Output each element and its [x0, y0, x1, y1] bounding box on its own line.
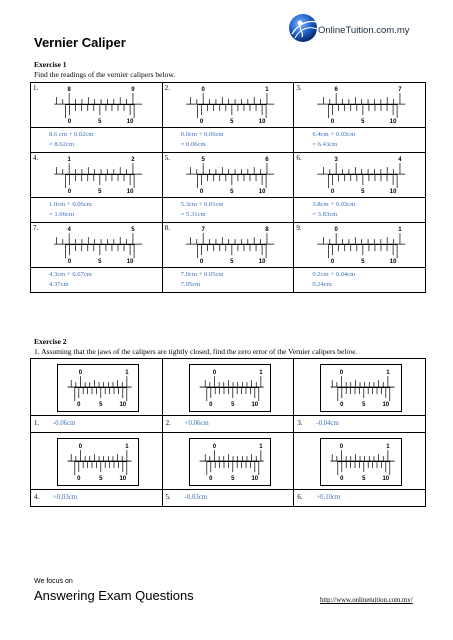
answer-line: 7.0cm + 0.05cm [180, 271, 224, 278]
main-scale-label: 8 [264, 227, 269, 234]
main-scale-label: 2 [131, 157, 135, 164]
vernier-scale-label: 10 [258, 259, 266, 266]
vernier-scale-diagram [304, 83, 414, 127]
vernier-scale-label: 0 [340, 402, 344, 409]
vernier-scale-label: 0 [199, 189, 203, 196]
answer-result: = 1.06cm [49, 211, 74, 218]
main-scale-label: 5 [201, 157, 205, 164]
exercise2-answer-cell [162, 490, 294, 507]
exercise2-diagram-cell [294, 433, 426, 490]
zero-error-answer: +0.10cm [316, 494, 341, 501]
main-scale-label: 7 [398, 87, 402, 94]
answer-line: 4.3cm + 0.07cm [49, 271, 92, 278]
vernier-scale-diagram [304, 223, 414, 267]
exercise1-diagram-cell [31, 153, 163, 198]
exercise1-diagram-cell [31, 223, 163, 268]
answer-result: = 0.06cm [180, 141, 206, 148]
main-scale-label: 1 [67, 157, 71, 164]
question-number: 4. [33, 154, 39, 162]
vernier-scale-label: 0 [208, 476, 213, 483]
vernier-scale-label: 5 [362, 476, 366, 483]
caliper-box [320, 364, 402, 412]
vernier-scale-label: 10 [126, 259, 134, 266]
zero-error-answer: -0.06cm [53, 420, 76, 427]
exercise1-answer-cell [31, 128, 163, 153]
main-scale-label: 7 [201, 227, 205, 234]
vernier-scale-label: 5 [230, 476, 235, 483]
vernier-scale-diagram [173, 83, 283, 127]
main-scale-label: 1 [258, 444, 263, 451]
question-number: 6. [297, 494, 303, 501]
vernier-scale-label: 5 [230, 402, 235, 409]
exercise2-instruction: 1. Assuming that the jaws of the calipers are tightly closed, find the zero error of the Vernier calipers below. [34, 347, 358, 356]
main-scale-label: 0 [201, 87, 205, 94]
main-scale-label: 1 [264, 87, 269, 94]
exercise2-diagram-cell [31, 359, 163, 416]
zero-error-answer: -0.04cm [316, 420, 339, 427]
main-scale-label: 4 [398, 157, 402, 164]
vernier-scale-diagram [173, 153, 283, 197]
vernier-scale-label: 10 [251, 402, 258, 409]
exercise2-answer-cell [162, 416, 294, 433]
question-number: 1. [34, 420, 40, 427]
vernier-scale-label: 5 [362, 402, 366, 409]
zero-error-answer: +0.03cm [53, 494, 78, 501]
caliper-box [189, 364, 271, 412]
main-scale-label: 0 [78, 370, 83, 377]
answer-result: = 5.31cm [180, 211, 206, 218]
vernier-scale-label: 10 [382, 402, 390, 409]
question-number: 2. [165, 420, 171, 427]
vernier-scale-label: 10 [390, 189, 397, 196]
main-scale-label: 1 [125, 444, 129, 451]
footer-url-link[interactable]: http://www.onlinetuition.com.my/ [320, 597, 413, 604]
question-number: 7. [33, 224, 39, 232]
exercise1-answer-cell [31, 198, 163, 223]
vernier-scale-label: 0 [199, 259, 203, 266]
vernier-scale-label: 10 [258, 119, 266, 126]
answer-result: 0.24cm [312, 281, 332, 288]
vernier-scale-diagram [304, 153, 414, 197]
vernier-scale-diagram [58, 439, 138, 485]
logo-text: OnlineTuition.com.my [318, 25, 410, 36]
main-scale-label: 1 [386, 370, 390, 377]
exercise1-diagram-cell [162, 83, 294, 128]
question-number: 5. [164, 154, 170, 162]
vernier-scale-label: 0 [77, 476, 81, 483]
question-number: 3. [297, 420, 303, 427]
footer-tagline: We focus on [34, 578, 73, 585]
main-scale-label: 1 [125, 370, 129, 377]
exercise1-answer-cell [294, 128, 426, 153]
answer-result: 7.05cm [180, 281, 201, 288]
main-scale-label: 8 [67, 87, 71, 94]
answer-line: 0.2cm + 0.04cm [312, 271, 356, 278]
question-number: 5. [165, 494, 171, 501]
main-scale-label: 0 [212, 444, 216, 451]
vernier-scale-diagram [321, 365, 401, 411]
exercise1-diagram-cell [294, 153, 426, 198]
vernier-scale-label: 10 [126, 119, 134, 126]
exercise1-diagram-cell [294, 83, 426, 128]
vernier-scale-label: 0 [208, 402, 213, 409]
exercise1-answer-cell [162, 268, 294, 293]
exercise1-answer-cell [31, 268, 163, 293]
vernier-scale-label: 10 [119, 476, 127, 483]
vernier-scale-label: 10 [390, 119, 397, 126]
main-scale-label: 0 [340, 370, 344, 377]
caliper-box [57, 364, 139, 412]
vernier-scale-label: 5 [361, 189, 365, 196]
caliper-box [320, 438, 402, 486]
answer-result: 4.37cm [49, 281, 69, 288]
main-scale-label: 0 [78, 444, 83, 451]
answer-result: = 8.62cm [49, 141, 74, 148]
answer-line: 8.6 cm + 0.02cm [49, 131, 94, 138]
vernier-scale-label: 0 [67, 259, 72, 266]
footer-heading: Answering Exam Questions [34, 588, 194, 603]
caliper-box [57, 438, 139, 486]
main-scale-label: 0 [334, 227, 339, 234]
main-scale-label: 6 [334, 87, 339, 94]
exercise1-diagram-cell [162, 153, 294, 198]
vernier-scale-label: 5 [229, 119, 234, 126]
zero-error-answer: -0.03cm [184, 494, 208, 501]
main-scale-label: 3 [334, 157, 339, 164]
exercise1-diagram-cell [31, 83, 163, 128]
vernier-scale-label: 0 [331, 119, 335, 126]
vernier-scale-label: 5 [361, 119, 365, 126]
question-number: 1. [33, 84, 39, 92]
question-number: 2. [164, 84, 170, 92]
answer-line: 6.4cm + 0.03cm [312, 131, 356, 138]
vernier-scale-label: 5 [98, 259, 102, 266]
exercise1-table [30, 82, 426, 293]
question-number: 3. [296, 84, 302, 92]
vernier-scale-diagram [173, 223, 283, 267]
vernier-scale-label: 10 [251, 476, 258, 483]
exercise1-diagram-cell [294, 223, 426, 268]
question-number: 9. [296, 224, 302, 232]
question-number: 4. [34, 494, 40, 501]
vernier-scale-label: 0 [67, 189, 72, 196]
globe-logo-icon [286, 10, 320, 48]
vernier-scale-label: 5 [229, 189, 234, 196]
main-scale-label: 5 [131, 227, 135, 234]
vernier-scale-label: 0 [67, 119, 72, 126]
exercise1-answer-cell [294, 268, 426, 293]
answer-result: = 3.83cm [312, 211, 338, 218]
vernier-scale-label: 10 [382, 476, 390, 483]
vernier-scale-label: 10 [390, 259, 397, 266]
question-number: 8. [164, 224, 170, 232]
exercise2-answer-cell [31, 416, 163, 433]
vernier-scale-label: 5 [98, 119, 102, 126]
main-scale-label: 4 [67, 227, 71, 234]
main-scale-label: 1 [258, 370, 263, 377]
exercise1-answer-cell [162, 198, 294, 223]
vernier-scale-diagram [41, 153, 151, 197]
main-scale-label: 6 [264, 157, 269, 164]
zero-error-answer: +0.06cm [184, 420, 209, 427]
vernier-scale-label: 5 [99, 402, 103, 409]
exercise1-answer-cell [162, 128, 294, 153]
vernier-scale-label: 5 [361, 259, 365, 266]
exercise2-answer-cell [31, 490, 163, 507]
exercise1-title: Exercise 1 [34, 60, 67, 69]
vernier-scale-label: 10 [258, 189, 266, 196]
exercise2-diagram-cell [162, 359, 294, 416]
vernier-scale-diagram [41, 83, 151, 127]
exercise2-answer-cell [294, 490, 426, 507]
main-scale-label: 0 [340, 444, 344, 451]
exercise1-diagram-cell [162, 223, 294, 268]
exercise2-diagram-cell [294, 359, 426, 416]
exercise2-title: Exercise 2 [34, 337, 67, 346]
vernier-scale-label: 10 [119, 402, 127, 409]
vernier-scale-diagram [190, 365, 270, 411]
exercise2-table [30, 358, 426, 507]
page-title: Vernier Caliper [34, 35, 126, 50]
vernier-scale-label: 5 [98, 189, 102, 196]
answer-line: 3.8cm + 0.03cm [312, 201, 356, 208]
answer-result: = 6.43cm [312, 141, 338, 148]
exercise2-diagram-cell [162, 433, 294, 490]
exercise2-answer-cell [294, 416, 426, 433]
main-scale-label: 1 [398, 227, 402, 234]
vernier-scale-label: 10 [126, 189, 134, 196]
vernier-scale-label: 0 [331, 259, 335, 266]
vernier-scale-diagram [41, 223, 151, 267]
vernier-scale-label: 5 [99, 476, 103, 483]
exercise1-instruction: Find the readings of the vernier calipers below. [34, 70, 176, 79]
main-scale-label: 0 [212, 370, 216, 377]
answer-line: 1.0cm + 0.06cm [49, 201, 92, 208]
question-number: 6. [296, 154, 302, 162]
vernier-scale-label: 0 [77, 402, 81, 409]
exercise1-answer-cell [294, 198, 426, 223]
vernier-scale-label: 5 [229, 259, 234, 266]
vernier-scale-label: 0 [199, 119, 203, 126]
vernier-scale-diagram [190, 439, 270, 485]
caliper-box [189, 438, 271, 486]
vernier-scale-label: 0 [331, 189, 335, 196]
main-scale-label: 9 [131, 87, 135, 94]
main-scale-label: 1 [386, 444, 390, 451]
answer-line: 5.3cm + 0.01cm [180, 201, 224, 208]
exercise2-diagram-cell [31, 433, 163, 490]
vernier-scale-diagram [58, 365, 138, 411]
vernier-scale-label: 0 [340, 476, 344, 483]
vernier-scale-diagram [321, 439, 401, 485]
answer-line: 0.0cm + 0.06cm [180, 131, 224, 138]
